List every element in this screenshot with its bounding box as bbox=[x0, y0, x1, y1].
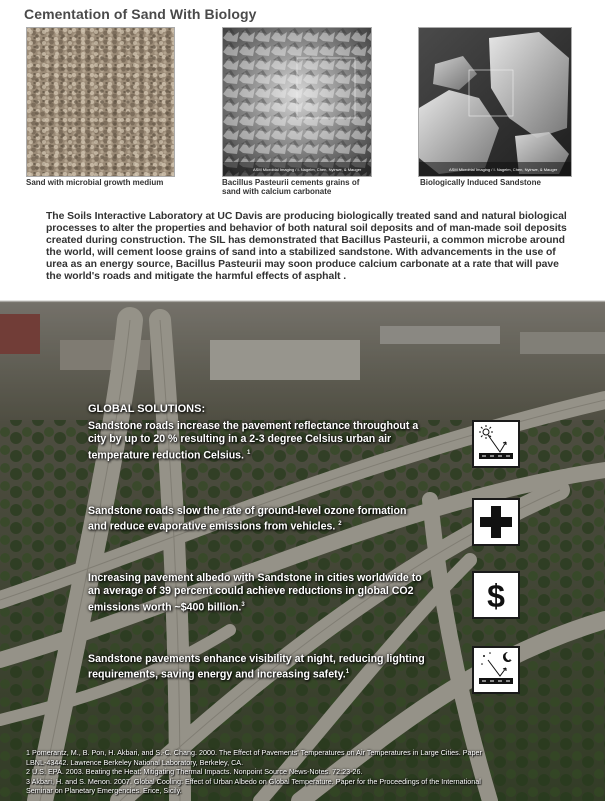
solution-text: Sandstone roads slow the rate of ground-level ozone formation and reduce evaporative emissions from vehicles. bbox=[88, 505, 407, 533]
solution-item bbox=[88, 505, 428, 534]
intro-paragraph: The Soils Interactive Laboratory at UC Davis are producing biologically treated sand and natural biological processes to alter the properties and behavior of both natural soil deposits and of man-made soil deposits created during construction. The SIL has demonstrated that Bacillus Pasteurii, a common microbe around the world, will cement loose grains of sand into a stabilized sandstone. With advancements in the use of urea as an energy source, Bacillus Pasteurii may soon produce calcium carbonate at a rate that will pave the world's roads and mitigate the harmful effects of asphalt . bbox=[46, 211, 567, 283]
page-title: Cementation of Sand With Biology bbox=[24, 6, 257, 22]
sand-photo bbox=[26, 27, 175, 177]
photo-caption: Bacillus Pasteurii cements grains of sand with calcium carbonate bbox=[222, 178, 360, 196]
photo-caption: Sand with microbial growth medium bbox=[26, 178, 164, 187]
footnote-line: 3 Akbari, H. and S. Menon. 2007. Global Cooling: Effect of Urban Albedo on Global Temperature. Paper for the Proceedings of the International bbox=[26, 776, 481, 786]
footnote-line: 2 U.S. EPA. 2003. Beating the Heat: Mitigating Thermal Impacts. Nonpoint Source News-Notes. 72:23-26. bbox=[26, 767, 363, 776]
footnote-ref: 2 bbox=[338, 521, 342, 528]
footnote-line: 1 Pomerantz, M., B. Pon, H. Akbari, and S.-C. Chang. 2000. The Effect of Pavements' Temperatures on Air Temperatures in Large Cities. Paper bbox=[26, 748, 482, 757]
solution-text: Increasing pavement albedo with Sandstone in cities worldwide to an average of 39 percent could achieve reductions in global CO2 emissions worth ~$400 billion. bbox=[88, 572, 422, 614]
solution-item bbox=[88, 572, 428, 615]
photo-watermark: ASM Microbial Imaging / I. Nagelm, Chen, Nyinwe, & Mauger bbox=[253, 167, 362, 172]
dollar-icon bbox=[472, 571, 520, 619]
footnote-ref: 1 bbox=[345, 669, 350, 676]
aerial-highway-photo bbox=[0, 300, 605, 801]
photo-caption: Biologically Induced Sandstone bbox=[420, 178, 541, 187]
solutions-heading: GLOBAL SOLUTIONS: bbox=[88, 403, 206, 415]
solution-text: Sandstone pavements enhance visibility at night, reducing lighting requirements, saving energy and increasing safety. bbox=[88, 653, 425, 681]
sandstone-sem-photo bbox=[418, 27, 572, 177]
footnote-ref: 3 bbox=[241, 601, 245, 608]
footnote-ref: 1 bbox=[246, 449, 251, 456]
footnotes bbox=[26, 748, 586, 796]
svg-text:$: $ bbox=[487, 578, 505, 614]
bacillus-sem-photo bbox=[222, 27, 372, 177]
photo-watermark: ASM Microbial Imaging / I. Nagelm, Chen, Nyinwe, & Mauger bbox=[449, 167, 558, 172]
sun-reflect-road-icon bbox=[472, 420, 520, 468]
solution-item bbox=[88, 420, 428, 463]
solution-text: Sandstone roads increase the pavement reflectance throughout a city by up to 20 % resulting in a 2-3 degree Celsius urban air temperature reduction Celsius. bbox=[88, 420, 419, 462]
plus-health-icon bbox=[472, 498, 520, 546]
night-road-icon bbox=[472, 646, 520, 694]
solution-item bbox=[88, 653, 428, 682]
footnote-line: Seminar on Planetary Emergencies. Erice, Sicily. bbox=[26, 786, 182, 795]
footnote-line: LBNL-43442. Lawrence Berkeley National Laboratory, Berkeley, CA. bbox=[26, 757, 244, 767]
